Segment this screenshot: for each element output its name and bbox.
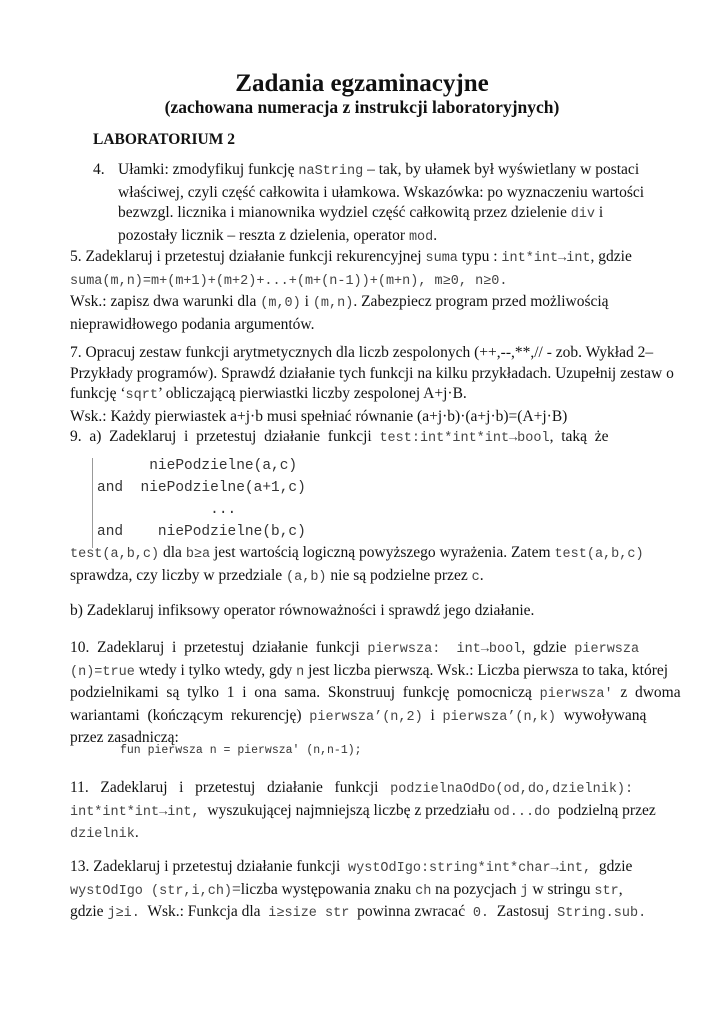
task-5: 5. Zadeklaruj i przetestuj działanie funkcji rekurencyjnej suma typu : int*int→int, gdzie suma(m,n)=m+(m+1)+(m+2)+...+(m+(n-1))+(m+n), m≥0, n≥0. Wsk.: zapisz dwa warunki dla (m,0) i (m,n). Zabezpiecz program przed możliwością nieprawidłowego podania argumentów.: [70, 248, 632, 333]
condition-row: ...: [97, 502, 237, 518]
task-9b: b) Zadeklaruj infiksowy operator równoważności i sprawdź jego działanie.: [70, 602, 535, 619]
task-7: 7. Opracuj zestaw funkcji arytmetycznych dla liczb zespolonych (++,--,**,// - zob. Wykład 2– Przykłady programów). Sprawdź działanie tych funkcji na kilku przykładach. Uzupełnij zestaw o funkcję ‘sqrt’ obliczającą pierwiastki liczby zespolonej A+j·B. Wsk.: Każdy pierwiastek a+j·b musi spełniać równanie (a+j·b)·(a+j·b)=(A+j·B): [70, 344, 674, 425]
task-text: Ułamki: zmodyfikuj funkcję naString – tak, by ułamek był wyświetlany w postaci właściwej, czyli część całkowita i ułamkowa. Wskazówka: po wyznaczeniu wartości bezwzgl. licznika i mianownika wydziel część całkowitą przez dzielenie div i pozostały licznik – reszta z dzielenia, operator mod.: [118, 161, 645, 245]
brace-line: [92, 458, 96, 548]
task-9-continued: test(a,b,c) dla b≥a jest wartością logiczną powyższego wyrażenia. Zatem test(a,b,c) sprawdza, czy liczby w przedziale (a,b) nie są podzielne przez c.: [70, 544, 644, 585]
code-snippet: fun pierwsza n = pierwsza' (n,n-1);: [120, 744, 362, 757]
condition-row: and niePodzielne(b,c): [97, 524, 306, 540]
section-heading: LABORATORIUM 2: [93, 131, 235, 148]
task-number: 4.: [93, 161, 105, 178]
page-subtitle: (zachowana numeracja z instrukcji laboratoryjnych): [164, 97, 560, 117]
task-4: [93, 160, 656, 248]
task-13: 13. Zadeklaruj i przetestuj działanie funkcji wystOdIgo:string*int*char→int, gdzie wystOdIgo (str,i,ch)=liczba występowania znaku ch na pozycjach j w stringu str, gdzie j≥i. Wsk.: Funkcja dla i≥size str powinna zwracać 0. Zastosuj String.sub.: [70, 858, 647, 921]
condition-row: niePodzielne(a,c): [97, 458, 298, 474]
condition-block: [70, 454, 470, 550]
condition-row: and niePodzielne(a+1,c): [97, 480, 306, 496]
task-11: 11. Zadeklaruj i przetestuj działanie funkcji podzielnaOdDo(od,do,dzielnik): int*int*int→int, wyszukującej najmniejszą liczbę z przedziału od...do podzielną przez dzielnik.: [70, 779, 656, 842]
page-title: Zadania egzaminacyjne: [235, 70, 489, 97]
task-10: 10. Zadeklaruj i przetestuj działanie funkcji pierwsza: int→bool, gdzie pierwsza (n)=true wtedy i tylko wtedy, gdy n jest liczba pierwszą. Wsk.: Liczba pierwsza to taka, której podzielnikami są tylko 1 i ona sama. Skonstruuj funkcję pomocniczą pierwsza' z dwoma wariantami (kończącym rekurencję) pierwsza’(n,2) i pierwsza’(n,k) wywoływaną przez zasadniczą:: [70, 639, 681, 746]
task-9: 9. a) Zadeklaruj i przetestuj działanie funkcji test:int*int*int→bool, taką że: [70, 428, 609, 446]
